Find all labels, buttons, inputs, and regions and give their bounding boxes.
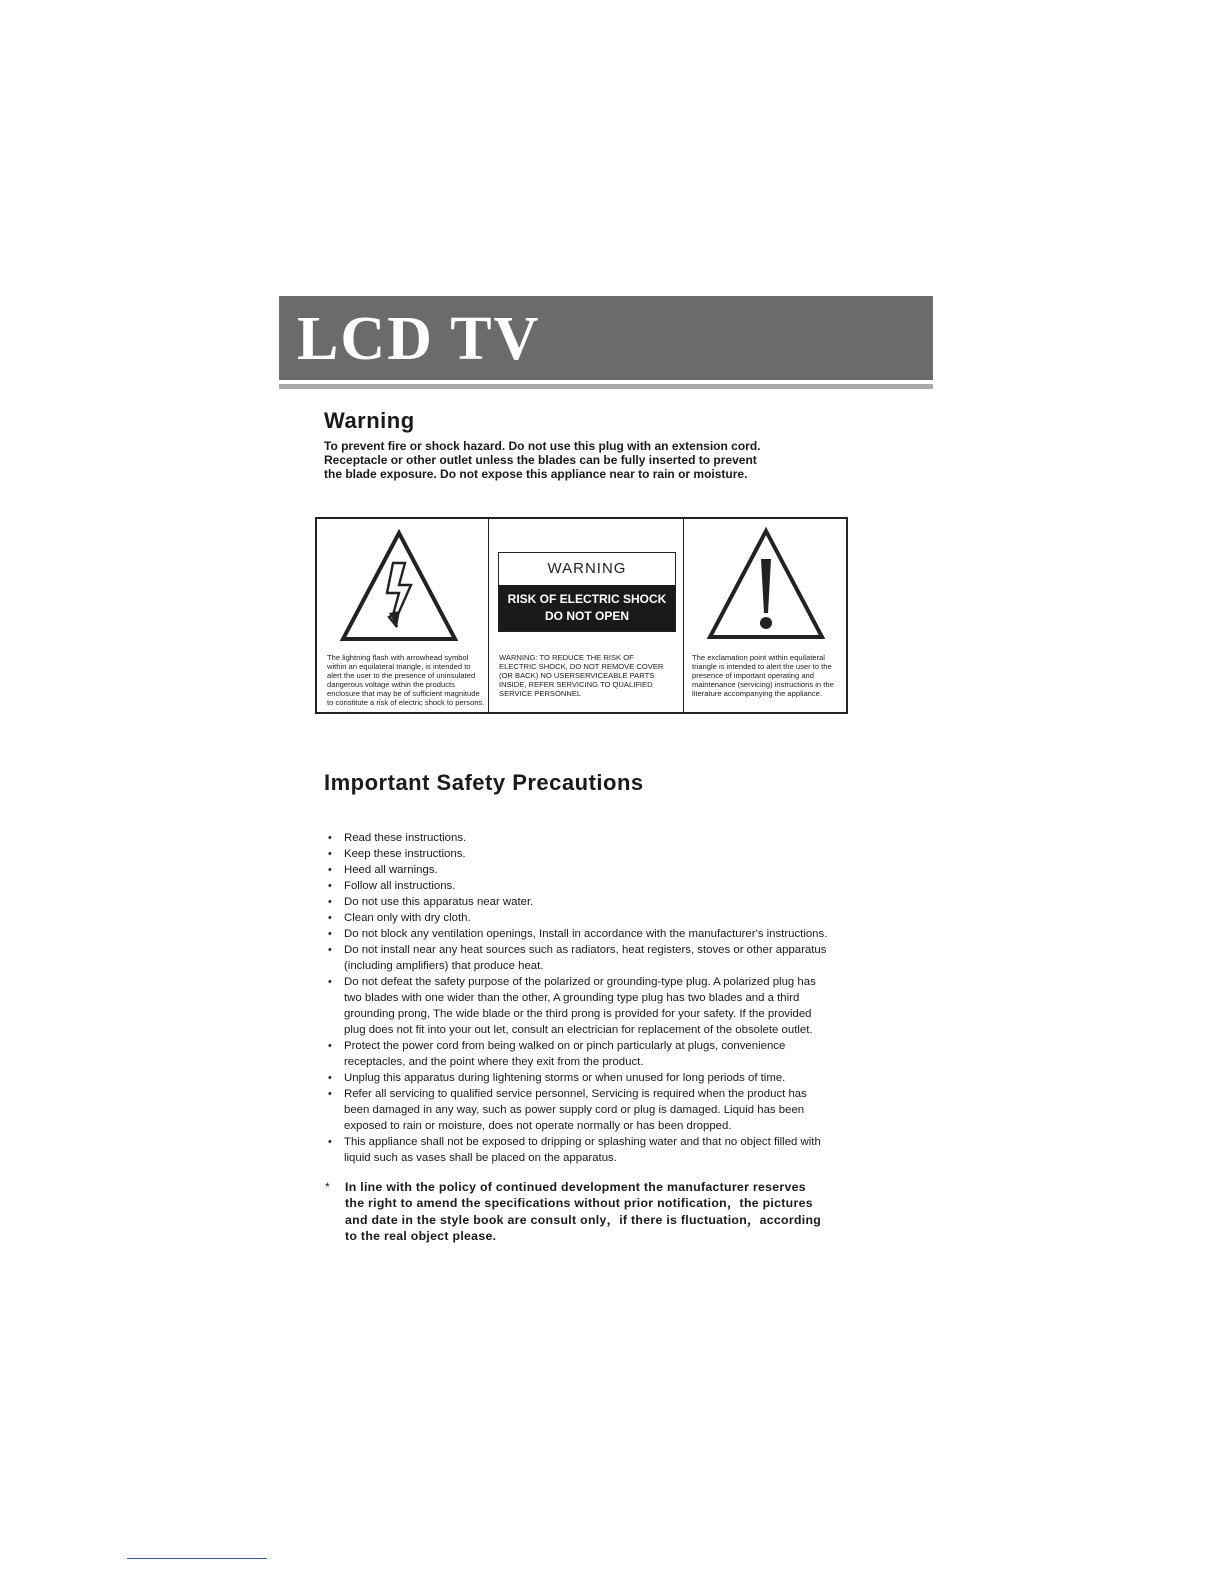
list-item-line: Unplug this apparatus during lightening storms or when unused for long periods of time. (344, 1072, 786, 1084)
list-item (328, 942, 848, 974)
description-line: within an equilateral triangle, is intended to (327, 662, 471, 671)
description-line: The exclamation point within equilateral (692, 653, 825, 662)
lightning-description (327, 653, 489, 707)
note-line: In line with the policy of continued development the manufacturer reserves (345, 1180, 806, 1194)
bullet-icon: • (328, 1136, 332, 1148)
description-line: dangerous voltage within the products (327, 680, 455, 689)
list-item-line: Do not use this apparatus near water. (344, 896, 534, 908)
warning-label-line: DO NOT OPEN (544, 609, 629, 623)
safety-symbols-table (315, 517, 848, 714)
list-item (328, 894, 848, 910)
description-line: ELECTRIC SHOCK, DO NOT REMOVE COVER (499, 662, 664, 671)
banner-divider (279, 384, 933, 389)
bullet-icon: • (328, 848, 332, 860)
lightning-triangle-icon (337, 527, 461, 643)
banner-title: LCD TV (297, 305, 541, 373)
warning-line: the blade exposure. Do not expose this appliance near to rain or moisture. (324, 467, 748, 481)
exclamation-symbol-cell (684, 519, 846, 712)
list-item-line: grounding prong, The wide blade or the third prong is provided for your safety. If the provided (344, 1008, 812, 1020)
list-item-line: Read these instructions. (344, 832, 467, 844)
description-line: enclosure that may be of sufficient magnitude (327, 689, 480, 698)
description-line: The lightning flash with arrowhead symbol (327, 653, 469, 662)
list-item-line: This appliance shall not be exposed to dripping or splashing water and that no object filled with (344, 1136, 821, 1148)
list-item (328, 910, 848, 926)
bullet-icon: • (328, 912, 332, 924)
title-banner (279, 296, 933, 380)
list-item (328, 1134, 848, 1166)
list-item-line: two blades with one wider than the other, A grounding type plug has two blades and a third (344, 992, 800, 1004)
list-item-line: receptacles, and the point where they exit from the product. (344, 1056, 644, 1068)
warning-label-heading: WARNING (547, 560, 627, 577)
description-line: alert the user to the presence of uninsulated (327, 671, 476, 680)
description-line: to constitute a risk of electric shock to persons. (327, 698, 485, 707)
note-line: and date in the style book are consult only，if there is fluctuation，according (345, 1212, 822, 1227)
lightning-symbol-cell (317, 519, 489, 712)
list-item-line: Heed all warnings. (344, 864, 438, 876)
bullet-icon: • (328, 1040, 332, 1052)
list-item-line: Keep these instructions. (344, 848, 466, 860)
description-line: presence of important operating and (692, 671, 815, 680)
safety-heading: Important Safety Precautions (324, 770, 644, 795)
list-item-line: Protect the power cord from being walked on or pinch particularly at plugs, convenience (344, 1040, 786, 1052)
warning-text (324, 439, 844, 481)
exclamation-description (692, 653, 846, 698)
bullet-icon: • (328, 1072, 332, 1084)
list-item (328, 846, 848, 862)
list-item-line: been damaged in any way, such as power supply cord or plug is damaged. Liquid has been (344, 1104, 805, 1116)
list-item (328, 974, 848, 1038)
bullet-icon: • (328, 864, 332, 876)
list-item-line: Clean only with dry cloth. (344, 912, 471, 924)
description-line: (OR BACK) NO USERSERVICEABLE PARTS (499, 671, 655, 680)
list-item-line: Do not block any ventilation openings, Install in accordance with the manufacturer's instructions. (344, 928, 828, 940)
safety-list (328, 830, 848, 1166)
description-line: INSIDE, REFER SERVICING TO QUALIFIED (499, 680, 653, 689)
bullet-icon: • (328, 896, 332, 908)
warning-heading: Warning (324, 408, 415, 433)
list-item-line: plug does not fit into your out let, consult an electrician for replacement of the obsolete outlet. (344, 1024, 813, 1036)
description-line: maintenance (servicing) instructions in the (692, 680, 834, 689)
description-line: literature accompanying the appliance. (692, 689, 823, 698)
bullet-icon: • (328, 944, 332, 956)
list-item-line: exposed to rain or moisture, does not operate normally or has been dropped. (344, 1120, 732, 1132)
list-item-line: Refer all servicing to qualified service personnel, Servicing is required when the product has (344, 1088, 807, 1100)
footer-line (127, 1558, 267, 1559)
list-item-line: Do not install near any heat sources such as radiators, heat registers, stoves or other apparatus (344, 944, 827, 956)
policy-note (325, 1179, 885, 1244)
description-line: WARNING: TO REDUCE THE RISK OF (499, 653, 634, 662)
list-item (328, 878, 848, 894)
list-item-line: Do not defeat the safety purpose of the polarized or grounding-type plug. A polarized plug has (344, 976, 816, 988)
list-item (328, 926, 848, 942)
bullet-icon: • (328, 976, 332, 988)
warning-line: To prevent fire or shock hazard. Do not use this plug with an extension cord. (324, 439, 761, 453)
list-item (328, 1086, 848, 1134)
warning-label (498, 552, 676, 632)
note-line: to the real object please. (345, 1228, 497, 1243)
list-item-line: liquid such as vases shall be placed on the apparatus. (344, 1152, 617, 1164)
list-item (328, 862, 848, 878)
warning-label-description (499, 653, 684, 698)
bullet-icon: • (328, 880, 332, 892)
note-line: the right to amend the specifications without prior notification，the pictures (345, 1196, 813, 1211)
list-item-line: (including amplifiers) that produce heat. (344, 960, 544, 972)
warning-label-bar (499, 585, 675, 631)
warning-line: Receptacle or other outlet unless the blades can be fully inserted to prevent (324, 453, 757, 467)
bullet-icon: • (328, 832, 332, 844)
list-item-line: Follow all instructions. (344, 880, 456, 892)
description-line: SERVICE PERSONNEL (499, 689, 582, 698)
list-item (328, 830, 848, 846)
bullet-icon: • (328, 1088, 332, 1100)
list-item (328, 1038, 848, 1070)
warning-label-line: RISK OF ELECTRIC SHOCK (507, 592, 667, 606)
bullet-icon: • (328, 928, 332, 940)
warning-label-cell (489, 519, 684, 712)
exclamation-triangle-icon (704, 525, 828, 641)
description-line: triangle is intended to alert the user to the (692, 662, 832, 671)
asterisk-icon: * (325, 1180, 331, 1194)
list-item (328, 1070, 848, 1086)
